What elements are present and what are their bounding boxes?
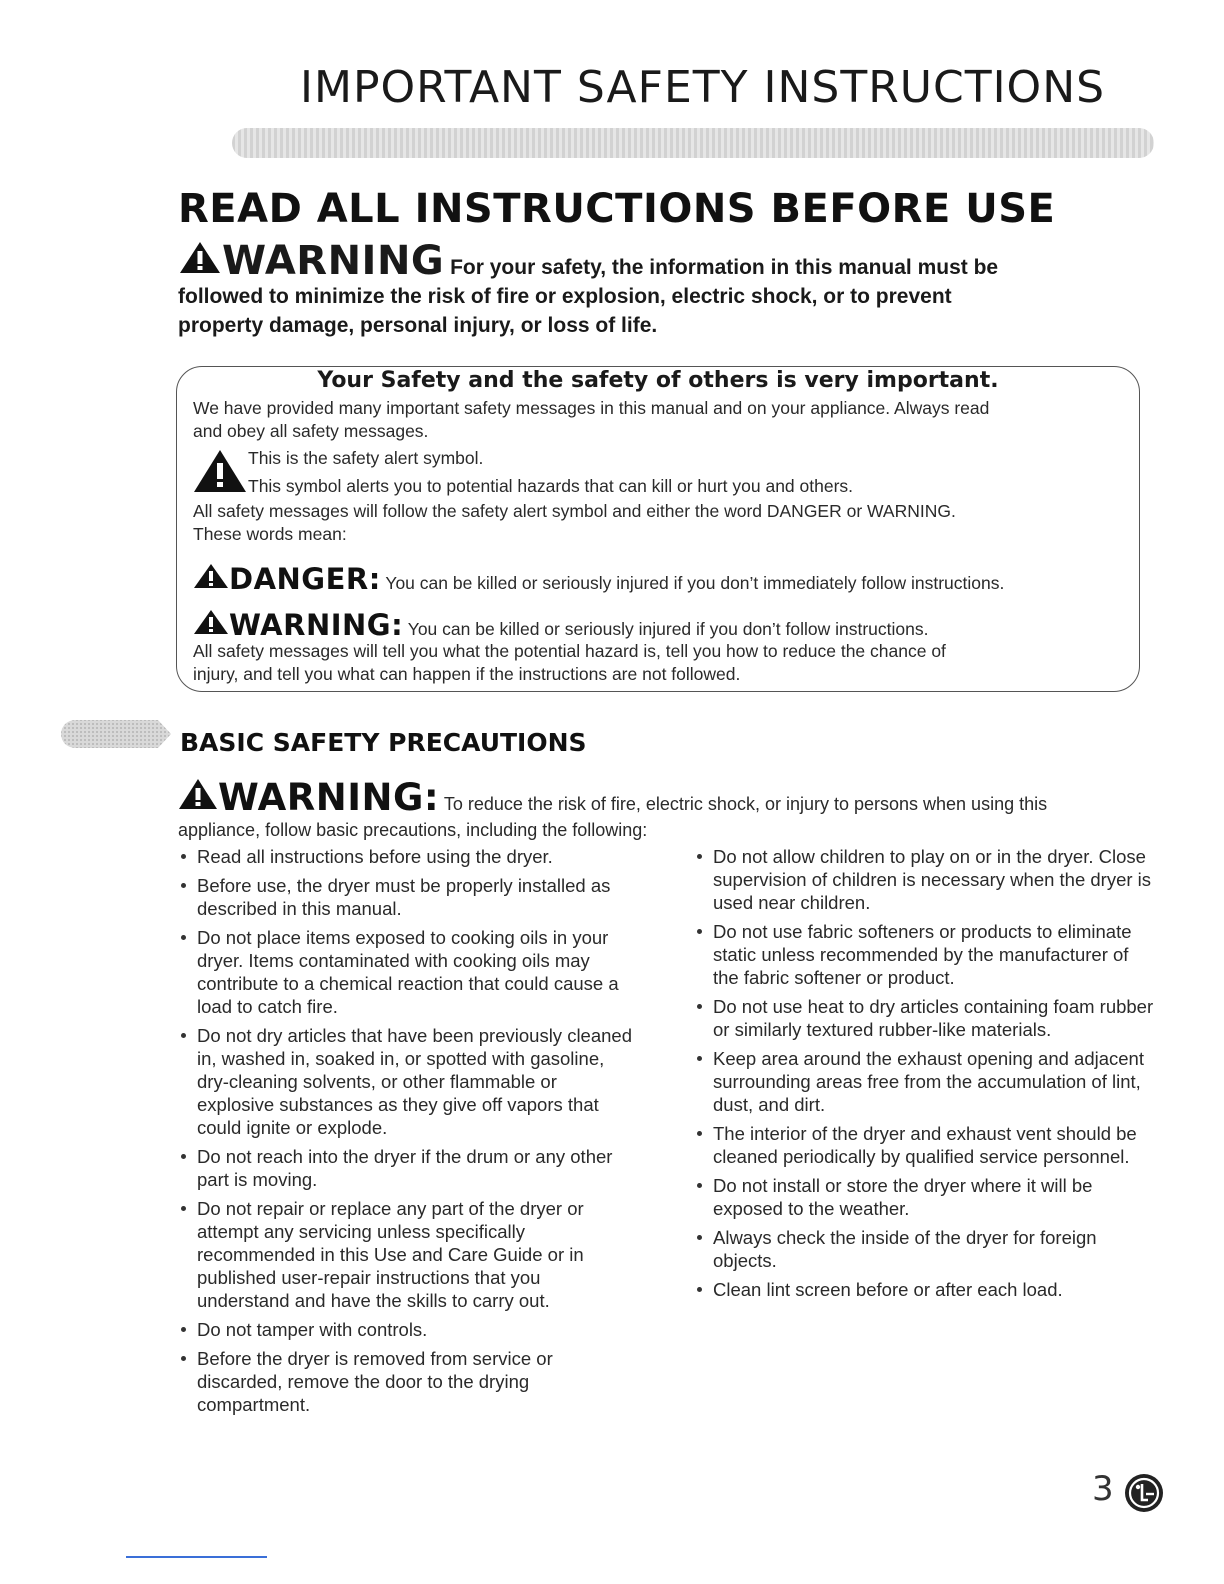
list-item: Keep area around the exhaust opening and adjacent surrounding areas free from the accumulation of lint, dust, and dirt. (694, 1047, 1154, 1116)
safety-box-p3-line2: injury, and tell you what can happen if the instructions are not followed. (193, 664, 741, 684)
intro-warning (178, 240, 1078, 340)
page-title: IMPORTANT SAFETY INSTRUCTIONS (300, 62, 1106, 113)
basic-warning-line1: To reduce the risk of fire, electric shock, or injury to persons when using this (443, 794, 1048, 814)
page-number: 3 (1092, 1469, 1114, 1509)
warning-signal-word: WARNING: (218, 776, 440, 819)
warning-signal-word: WARNING (222, 238, 445, 284)
list-item: Before the dryer is removed from service or discarded, remove the door to the drying compartment. (178, 1347, 638, 1416)
warning-signal-word: WARNING: (229, 608, 404, 642)
footer-link-line (126, 1556, 267, 1558)
list-item: Do not use fabric softeners or products to eliminate static unless recommended by the manufacturer of the fabric softener or product. (694, 920, 1154, 989)
symbol-line2: This symbol alerts you to potential hazards that can kill or hurt you and others. (248, 476, 854, 496)
list-item: Do not allow children to play on or in the dryer. Close supervision of children is necessary when the dryer is used near children. (694, 845, 1154, 914)
read-all-heading: READ ALL INSTRUCTIONS BEFORE USE (178, 186, 1056, 232)
lg-logo-icon (1124, 1473, 1164, 1513)
list-item: Before use, the dryer must be properly installed as described in this manual. (178, 874, 638, 920)
basic-safety-heading: BASIC SAFETY PRECAUTIONS (180, 728, 587, 757)
list-item: Do not tamper with controls. (178, 1318, 638, 1341)
list-item: The interior of the dryer and exhaust vent should be cleaned periodically by qualified service personnel. (694, 1122, 1154, 1168)
safety-box-p2-line1: All safety messages will follow the safety alert symbol and either the word DANGER or WARNING. (193, 501, 956, 521)
safety-alert-symbol-icon (192, 448, 248, 494)
danger-alert-icon (193, 563, 229, 589)
warning-definition (193, 608, 929, 642)
intro-warning-line3: property damage, personal injury, or loss of life. (178, 314, 658, 337)
precautions-right-list (694, 845, 1154, 1307)
list-item: Do not dry articles that have been previously cleaned in, washed in, soaked in, or spotted with gasoline, dry-cleaning solvents, or other flammable or explosive substances as they give off vapors that could ignite or explode. (178, 1024, 638, 1139)
basic-warning (178, 776, 1138, 842)
list-item: Do not use heat to dry articles containing foam rubber or similarly textured rubber-like materials. (694, 995, 1154, 1041)
list-item: Do not repair or replace any part of the dryer or attempt any servicing unless specifically recommended in this Use and Care Guide or in published user-repair instructions that you understand and have the skills to carry out. (178, 1197, 638, 1312)
warning-text: You can be killed or seriously injured if you don’t follow instructions. (407, 619, 929, 639)
danger-text: You can be killed or seriously injured if you don’t immediately follow instructions. (385, 573, 1005, 593)
safety-box-p1-line2: and obey all safety messages. (193, 421, 429, 441)
safety-box-p3-line1: All safety messages will tell you what the potential hazard is, tell you how to reduce the chance of (193, 641, 946, 661)
safety-box-title: Your Safety and the safety of others is very important. (317, 368, 999, 393)
list-item: Clean lint screen before or after each load. (694, 1278, 1154, 1301)
intro-warning-line2: followed to minimize the risk of fire or explosion, electric shock, or to prevent (178, 285, 952, 308)
list-item: Do not place items exposed to cooking oils in your dryer. Items contaminated with cooking oils may contribute to a chemical reaction that could cause a load to catch fire. (178, 926, 638, 1018)
basic-warning-line2: appliance, follow basic precautions, including the following: (178, 820, 648, 840)
danger-definition (193, 562, 1004, 596)
warning-alert-icon (193, 609, 229, 635)
safety-box-p2-line2: These words mean: (193, 524, 347, 544)
warning-alert-icon (178, 240, 222, 274)
precautions-left-list (178, 845, 638, 1422)
warning-alert-icon (178, 778, 218, 810)
list-item: Do not reach into the dryer if the drum or any other part is moving. (178, 1145, 638, 1191)
danger-signal-word: DANGER: (229, 562, 381, 596)
list-item: Do not install or store the dryer where it will be exposed to the weather. (694, 1174, 1154, 1220)
title-decorative-bar (232, 128, 1154, 158)
intro-warning-line1: For your safety, the information in this manual must be (450, 256, 999, 279)
section-tab-marker (60, 719, 172, 749)
symbol-line1: This is the safety alert symbol. (248, 448, 484, 468)
list-item: Always check the inside of the dryer for foreign objects. (694, 1226, 1154, 1272)
safety-box-p1-line1: We have provided many important safety messages in this manual and on your appliance. Always read (193, 398, 990, 418)
list-item: Read all instructions before using the dryer. (178, 845, 638, 868)
